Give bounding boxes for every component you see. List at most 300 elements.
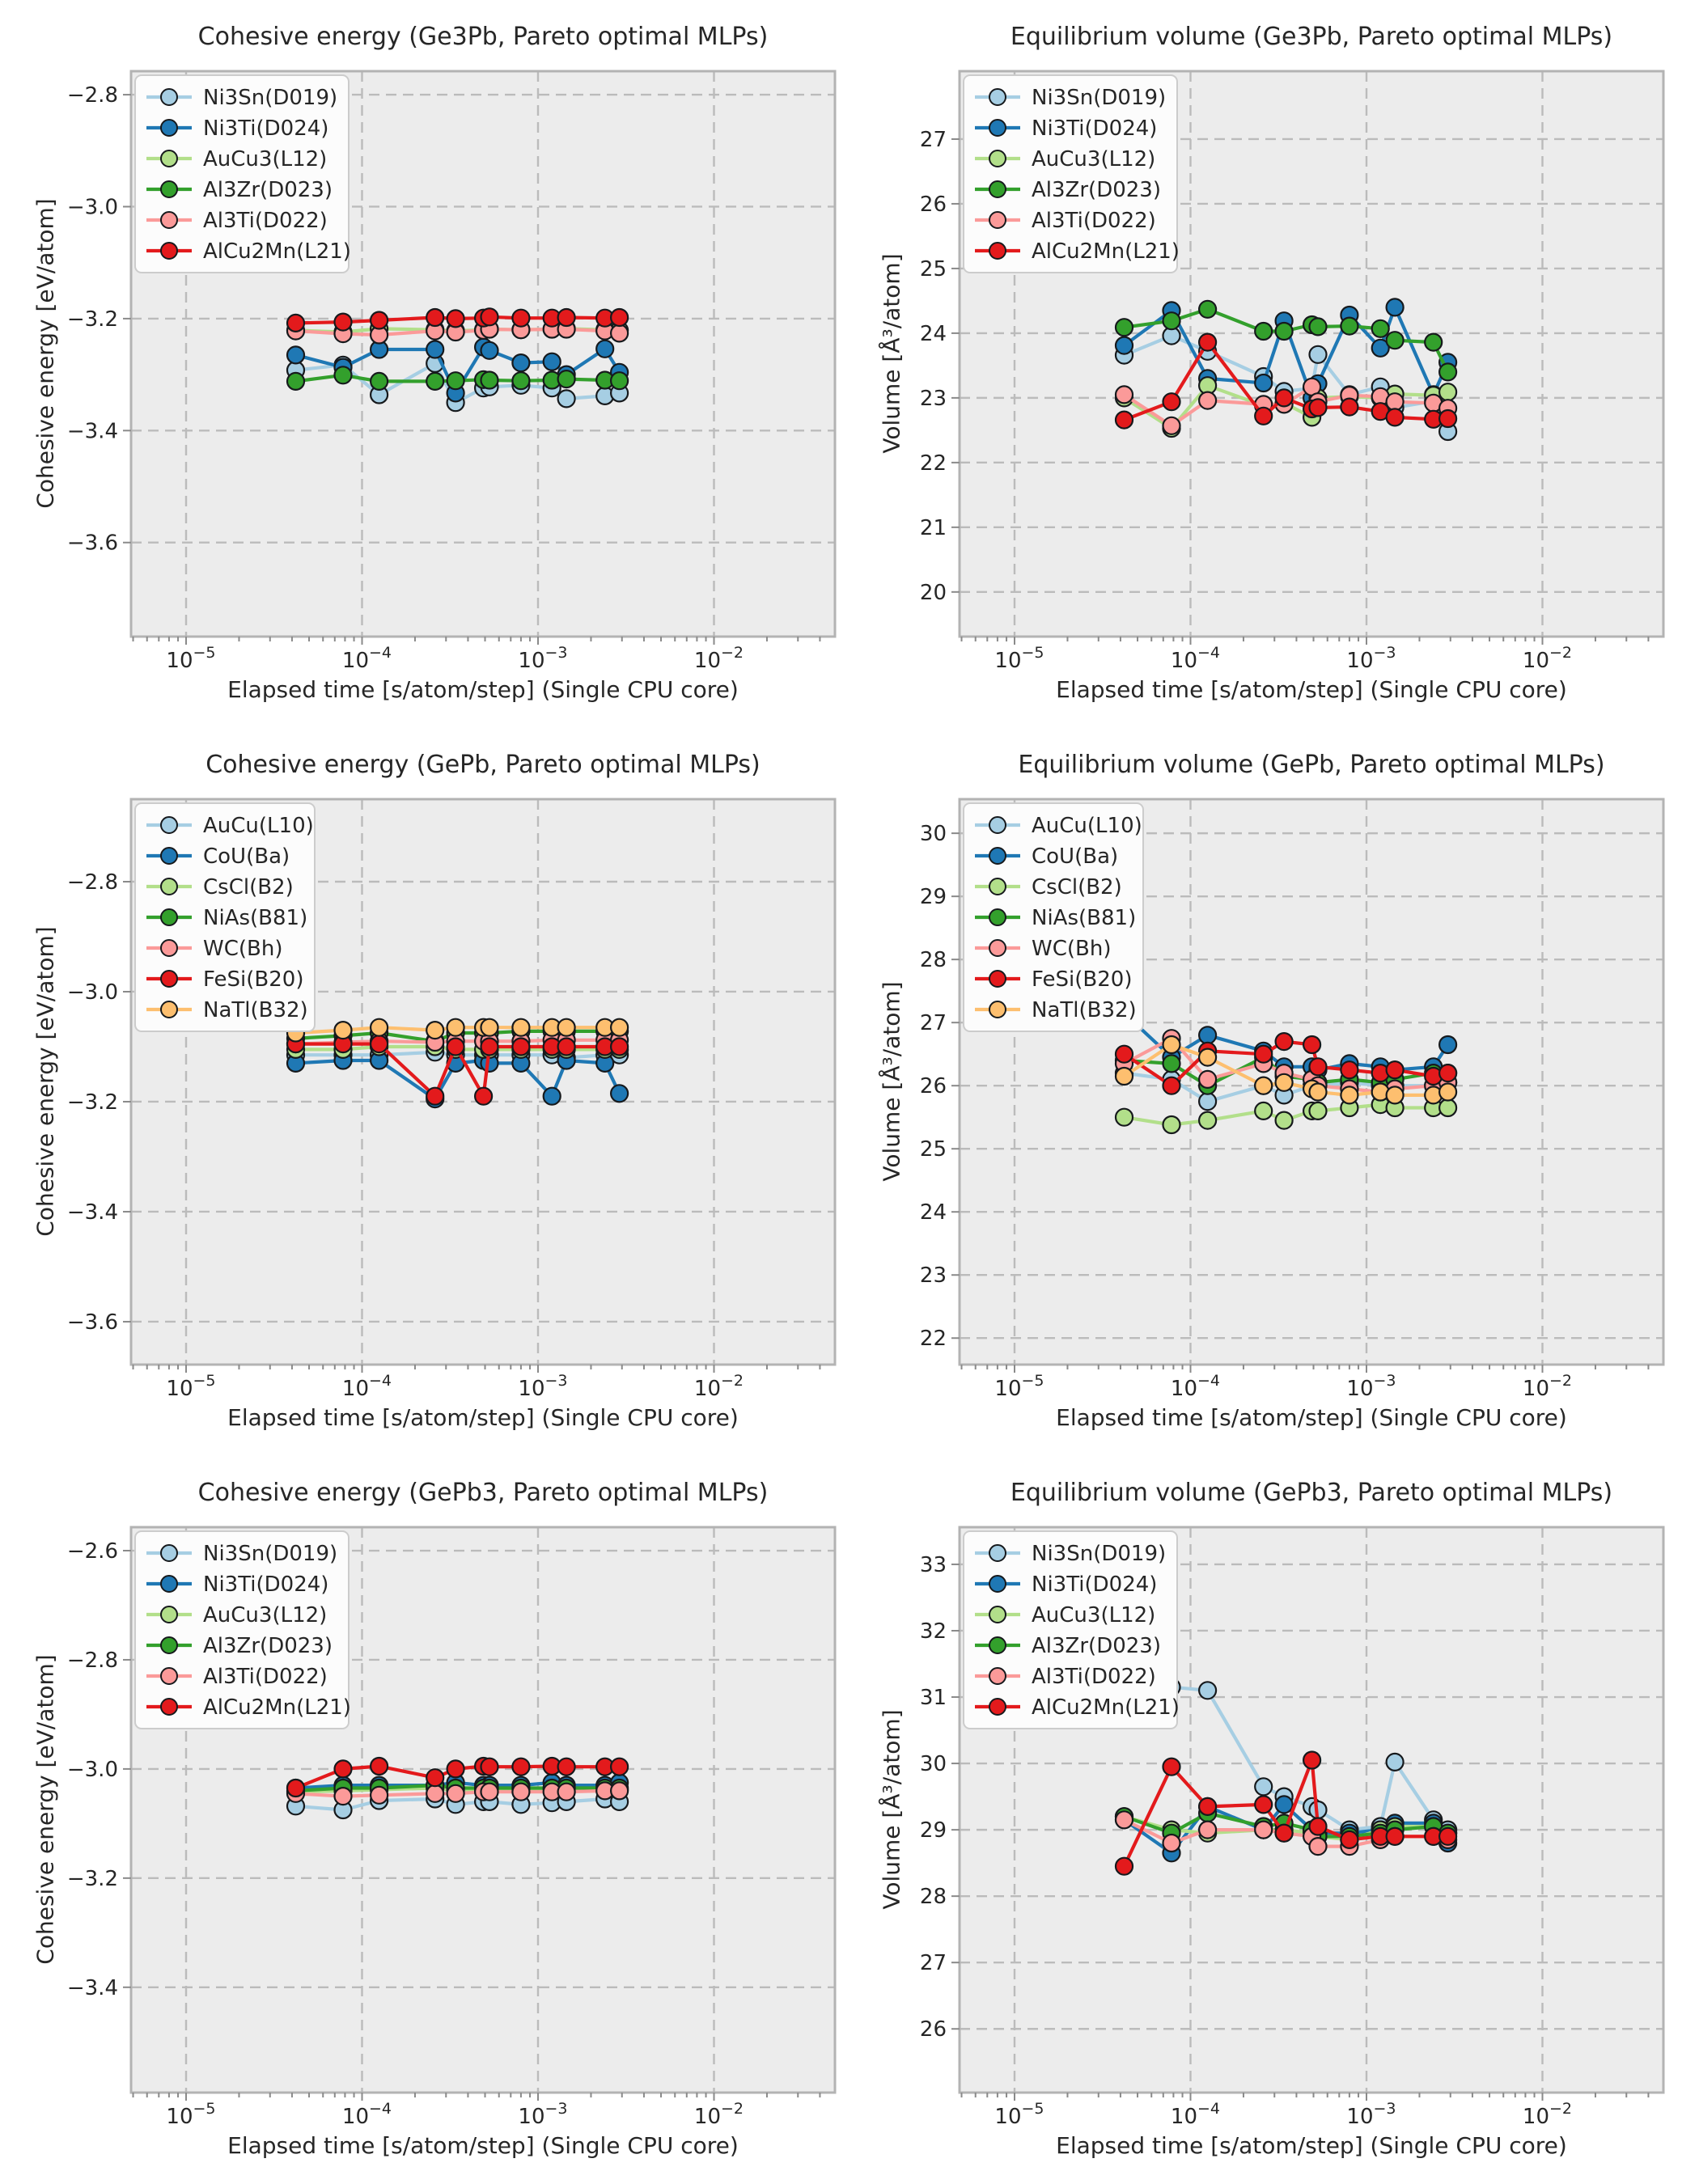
x-tick-label: $10^{-2}$: [693, 1372, 744, 1401]
legend-label: AuCu(L10): [1032, 814, 1142, 838]
data-point-marker: [1255, 1046, 1272, 1063]
x-tick-label: $10^{-2}$: [1522, 2100, 1573, 2129]
axes-volume-gepb: [850, 728, 1699, 1456]
data-point-marker: [1276, 323, 1293, 340]
legend-marker-icon: [161, 1576, 177, 1592]
data-point-marker: [1310, 318, 1327, 335]
x-tick-label: $10^{-5}$: [166, 2100, 216, 2129]
data-point-marker: [1310, 1838, 1327, 1855]
x-tick-label: $10^{-3}$: [1346, 644, 1396, 673]
legend-label: CsCl(B2): [203, 875, 294, 899]
data-point-marker: [558, 370, 575, 387]
data-point-marker: [1310, 1058, 1327, 1075]
legend-label: NaTl(B32): [1032, 998, 1137, 1022]
y-tick-label: 28: [919, 948, 947, 973]
y-tick-label: −3.4: [66, 1975, 118, 2000]
data-point-marker: [447, 1019, 464, 1036]
data-point-marker: [481, 1759, 498, 1776]
legend: [964, 75, 1180, 273]
data-point-marker: [1116, 337, 1133, 354]
data-point-marker: [335, 366, 352, 383]
data-point-marker: [1199, 301, 1216, 318]
data-point-marker: [1199, 1822, 1216, 1839]
data-point-marker: [611, 324, 628, 341]
data-point-marker: [1310, 346, 1327, 363]
data-point-marker: [1116, 412, 1133, 429]
data-point-marker: [1341, 1086, 1358, 1103]
data-point-marker: [1163, 393, 1180, 410]
data-point-marker: [1276, 1112, 1293, 1129]
legend-marker-icon: [161, 878, 177, 895]
data-point-marker: [1116, 1109, 1133, 1126]
data-point-marker: [1163, 1077, 1180, 1094]
data-point-marker: [1387, 1086, 1404, 1103]
subplot-cohesive-energy-gepb: [0, 728, 850, 1456]
data-point-marker: [426, 341, 443, 358]
legend-marker-icon: [161, 1637, 177, 1653]
legend-marker-icon: [161, 909, 177, 925]
x-axis-label: Elapsed time [s/atom/step] (Single CPU core): [227, 2132, 739, 2159]
legend-marker-icon: [161, 120, 177, 136]
y-tick-label: 32: [919, 1619, 947, 1644]
data-point-marker: [371, 1019, 388, 1036]
y-tick-label: 26: [919, 1074, 947, 1099]
y-axis-label: Volume [Å³/atom]: [878, 253, 905, 454]
data-point-marker: [596, 341, 613, 358]
data-point-marker: [1372, 320, 1389, 337]
data-point-marker: [371, 1035, 388, 1052]
plot-title: Equilibrium volume (GePb, Pareto optimal MLPs): [1018, 751, 1605, 779]
data-point-marker: [447, 1039, 464, 1056]
x-tick-label: $10^{-4}$: [341, 1372, 392, 1401]
data-point-marker: [1439, 363, 1456, 380]
y-tick-label: −2.6: [66, 1539, 118, 1564]
legend-marker-icon: [989, 971, 1006, 987]
x-tick-label: $10^{-3}$: [1346, 2100, 1396, 2129]
y-tick-label: 29: [919, 1818, 947, 1843]
data-point-marker: [611, 1039, 628, 1056]
data-point-marker: [1255, 375, 1272, 392]
data-point-marker: [611, 372, 628, 389]
data-point-marker: [1341, 1831, 1358, 1848]
data-point-marker: [1116, 319, 1133, 336]
legend-marker-icon: [161, 1606, 177, 1623]
legend-label: AlCu2Mn(L21): [203, 1695, 351, 1720]
legend-marker-icon: [989, 848, 1006, 864]
x-tick-label: $10^{-5}$: [994, 1372, 1044, 1401]
data-point-marker: [1163, 1835, 1180, 1852]
data-point-marker: [611, 309, 628, 326]
legend: [964, 803, 1143, 1031]
legend-label: AuCu3(L12): [203, 1603, 328, 1627]
y-tick-label: 30: [919, 1752, 947, 1777]
data-point-marker: [1163, 1055, 1180, 1072]
legend-label: Al3Zr(D023): [1032, 1634, 1161, 1658]
y-tick-label: 28: [919, 1885, 947, 1910]
legend-label: Al3Zr(D023): [203, 1634, 333, 1658]
data-point-marker: [1199, 1093, 1216, 1110]
legend-marker-icon: [989, 909, 1006, 925]
data-point-marker: [1310, 399, 1327, 416]
y-tick-label: 30: [919, 822, 947, 847]
x-tick-label: $10^{-4}$: [1170, 2100, 1221, 2129]
y-axis-label: Cohesive energy [eV/atom]: [32, 926, 59, 1237]
legend-label: AuCu3(L12): [1032, 1603, 1156, 1627]
data-point-marker: [287, 373, 304, 390]
x-axis-label: Elapsed time [s/atom/step] (Single CPU core): [1056, 676, 1567, 703]
data-point-marker: [1255, 1796, 1272, 1813]
data-point-marker: [1310, 1084, 1327, 1101]
x-tick-label: $10^{-5}$: [994, 2100, 1044, 2129]
x-tick-label: $10^{-2}$: [1522, 1372, 1573, 1401]
legend-label: WC(Bh): [1032, 937, 1112, 961]
data-point-marker: [1163, 1036, 1180, 1053]
data-point-marker: [1276, 1825, 1293, 1842]
legend-marker-icon: [161, 817, 177, 833]
data-point-marker: [475, 1088, 492, 1105]
data-point-marker: [481, 1019, 498, 1036]
legend-marker-icon: [989, 89, 1006, 105]
data-point-marker: [481, 1784, 498, 1801]
legend-marker-icon: [161, 848, 177, 864]
data-point-marker: [1116, 386, 1133, 403]
legend-marker-icon: [161, 1001, 177, 1018]
data-point-marker: [335, 1788, 352, 1805]
data-point-marker: [426, 309, 443, 326]
data-point-marker: [426, 1088, 443, 1105]
legend-marker-icon: [989, 1606, 1006, 1623]
data-point-marker: [481, 342, 498, 359]
legend-label: NiAs(B81): [203, 906, 308, 930]
data-point-marker: [481, 1039, 498, 1056]
data-point-marker: [1255, 1077, 1272, 1094]
x-tick-label: $10^{-4}$: [341, 644, 392, 673]
legend-label: NiAs(B81): [1032, 906, 1137, 930]
x-axis-label: Elapsed time [s/atom/step] (Single CPU core): [227, 676, 739, 703]
legend-marker-icon: [989, 878, 1006, 895]
data-point-marker: [1199, 334, 1216, 351]
data-point-marker: [1439, 383, 1456, 400]
data-point-marker: [558, 1784, 575, 1801]
y-tick-label: −3.4: [66, 419, 118, 444]
data-point-marker: [335, 314, 352, 331]
legend-marker-icon: [161, 150, 177, 167]
x-tick-label: $10^{-3}$: [518, 1372, 568, 1401]
y-tick-label: −3.6: [66, 1310, 118, 1335]
data-point-marker: [1341, 318, 1358, 335]
y-axis-label: Cohesive energy [eV/atom]: [32, 1654, 59, 1965]
legend-marker-icon: [161, 181, 177, 197]
y-tick-label: −3.0: [66, 980, 118, 1005]
y-tick-label: 24: [919, 321, 947, 346]
plot-title: Equilibrium volume (GePb3, Pareto optimal MLPs): [1010, 1479, 1613, 1507]
data-point-marker: [1255, 323, 1272, 340]
data-point-marker: [512, 354, 529, 371]
x-axis-label: Elapsed time [s/atom/step] (Single CPU core): [1056, 2132, 1567, 2159]
data-point-marker: [1387, 298, 1404, 315]
data-point-marker: [1387, 1061, 1404, 1078]
data-point-marker: [1310, 1103, 1327, 1120]
legend-marker-icon: [989, 212, 1006, 228]
x-tick-label: $10^{-4}$: [341, 2100, 392, 2129]
y-tick-label: 27: [919, 1011, 947, 1036]
data-point-marker: [287, 315, 304, 332]
data-point-marker: [1439, 1064, 1456, 1081]
x-tick-label: $10^{-5}$: [166, 1372, 216, 1401]
legend-marker-icon: [161, 971, 177, 987]
data-point-marker: [1116, 1068, 1133, 1085]
legend-label: AuCu3(L12): [1032, 147, 1156, 171]
legend: [135, 803, 315, 1031]
legend-marker-icon: [989, 940, 1006, 956]
subplot-cohesive-energy-gepb3: [0, 1456, 850, 2184]
data-point-marker: [1163, 1116, 1180, 1133]
data-point-marker: [1116, 1811, 1133, 1828]
legend-marker-icon: [161, 1545, 177, 1561]
y-tick-label: 33: [919, 1552, 947, 1577]
x-tick-label: $10^{-2}$: [1522, 644, 1573, 673]
legend-label: Ni3Ti(D024): [1032, 116, 1158, 141]
data-point-marker: [558, 1759, 575, 1776]
legend-label: FeSi(B20): [203, 967, 304, 992]
data-point-marker: [1276, 1033, 1293, 1050]
data-point-marker: [1303, 1752, 1320, 1769]
data-point-marker: [426, 1022, 443, 1039]
data-point-marker: [1439, 1099, 1456, 1116]
data-point-marker: [481, 372, 498, 389]
data-point-marker: [558, 1019, 575, 1036]
y-tick-label: −3.2: [66, 1866, 118, 1891]
plot-title: Equilibrium volume (Ge3Pb, Pareto optimal MLPs): [1010, 23, 1613, 51]
y-tick-label: −3.4: [66, 1200, 118, 1225]
y-tick-label: −3.0: [66, 195, 118, 220]
legend-label: Ni3Sn(D019): [203, 1542, 338, 1566]
legend-label: Ni3Ti(D024): [203, 116, 329, 141]
legend-marker-icon: [989, 243, 1006, 259]
y-tick-label: 31: [919, 1686, 947, 1711]
data-point-marker: [1199, 1682, 1216, 1699]
data-point-marker: [335, 1760, 352, 1777]
data-point-marker: [1199, 1071, 1216, 1088]
subplot-volume-gepb3: [850, 1456, 1699, 2184]
data-point-marker: [1387, 332, 1404, 349]
data-point-marker: [1387, 408, 1404, 425]
legend-marker-icon: [989, 1576, 1006, 1592]
data-point-marker: [1341, 1061, 1358, 1078]
legend-marker-icon: [989, 150, 1006, 167]
data-point-marker: [1439, 1036, 1456, 1053]
y-tick-label: 23: [919, 386, 947, 411]
data-point-marker: [611, 1019, 628, 1036]
legend-label: AuCu(L10): [203, 814, 314, 838]
data-point-marker: [1163, 312, 1180, 329]
y-tick-label: 26: [919, 192, 947, 217]
data-point-marker: [426, 1785, 443, 1802]
y-tick-label: 22: [919, 1327, 947, 1352]
data-point-marker: [287, 346, 304, 363]
y-tick-label: −3.6: [66, 531, 118, 556]
x-axis-label: Elapsed time [s/atom/step] (Single CPU core): [1056, 1404, 1567, 1431]
data-point-marker: [1255, 1822, 1272, 1839]
legend-marker-icon: [161, 1699, 177, 1715]
y-tick-label: −3.2: [66, 1090, 118, 1115]
data-point-marker: [1387, 1754, 1404, 1771]
legend-label: AlCu2Mn(L21): [203, 239, 351, 264]
legend-label: Al3Ti(D022): [203, 209, 328, 233]
data-point-marker: [447, 310, 464, 327]
y-tick-label: −2.8: [66, 870, 118, 895]
legend-marker-icon: [989, 120, 1006, 136]
legend-label: CoU(Ba): [203, 844, 290, 869]
y-axis-label: Volume [Å³/atom]: [878, 1709, 905, 1910]
legend-label: Al3Ti(D022): [203, 1665, 328, 1689]
data-point-marker: [1199, 1026, 1216, 1043]
y-tick-label: −2.8: [66, 83, 118, 108]
data-point-marker: [1303, 1036, 1320, 1053]
data-point-marker: [371, 1787, 388, 1804]
data-point-marker: [544, 1088, 561, 1105]
data-point-marker: [1163, 417, 1180, 434]
data-point-marker: [1255, 1778, 1272, 1795]
legend-label: CsCl(B2): [1032, 875, 1122, 899]
legend-label: Al3Zr(D023): [203, 178, 333, 202]
legend-marker-icon: [989, 181, 1006, 197]
legend-label: AuCu3(L12): [203, 147, 328, 171]
data-point-marker: [512, 1039, 529, 1056]
x-tick-label: $10^{-3}$: [518, 644, 568, 673]
legend-label: Al3Zr(D023): [1032, 178, 1161, 202]
x-tick-label: $10^{-4}$: [1170, 1372, 1221, 1401]
legend-label: FeSi(B20): [1032, 967, 1133, 992]
axes-volume-ge3pb: [850, 0, 1699, 728]
legend-marker-icon: [161, 89, 177, 105]
data-point-marker: [611, 1085, 628, 1102]
legend: [135, 75, 351, 273]
subplot-volume-gepb: [850, 728, 1699, 1456]
legend-marker-icon: [989, 1001, 1006, 1018]
data-point-marker: [1116, 1858, 1133, 1875]
data-point-marker: [335, 1022, 352, 1039]
legend-label: Ni3Ti(D024): [1032, 1572, 1158, 1597]
data-point-marker: [426, 1769, 443, 1786]
data-point-marker: [558, 309, 575, 326]
data-point-marker: [558, 390, 575, 407]
data-point-marker: [512, 1019, 529, 1036]
data-point-marker: [426, 373, 443, 390]
legend-marker-icon: [161, 243, 177, 259]
data-point-marker: [1199, 1798, 1216, 1815]
y-tick-label: 24: [919, 1200, 947, 1225]
data-point-marker: [287, 1780, 304, 1797]
legend: [135, 1531, 351, 1729]
legend-label: Ni3Ti(D024): [203, 1572, 329, 1597]
legend: [964, 1531, 1180, 1729]
data-point-marker: [1425, 334, 1442, 351]
data-point-marker: [544, 353, 561, 370]
legend-marker-icon: [989, 1668, 1006, 1684]
y-tick-label: 29: [919, 885, 947, 910]
data-point-marker: [1276, 1074, 1293, 1091]
legend-label: Ni3Sn(D019): [1032, 86, 1167, 110]
axes-volume-gepb3: [850, 1456, 1699, 2184]
legend-marker-icon: [989, 1545, 1006, 1561]
legend-marker-icon: [161, 212, 177, 228]
data-point-marker: [512, 1784, 529, 1801]
subplot-volume-ge3pb: [850, 0, 1699, 728]
y-tick-label: 27: [919, 1951, 947, 1976]
y-tick-label: 21: [919, 515, 947, 540]
x-tick-label: $10^{-4}$: [1170, 644, 1221, 673]
data-point-marker: [1199, 1049, 1216, 1066]
data-point-marker: [1310, 1818, 1327, 1835]
legend-label: Al3Ti(D022): [1032, 1665, 1156, 1689]
data-point-marker: [371, 373, 388, 390]
data-point-marker: [1255, 408, 1272, 425]
x-tick-label: $10^{-5}$: [166, 644, 216, 673]
data-point-marker: [447, 1785, 464, 1802]
data-point-marker: [371, 1758, 388, 1775]
data-point-marker: [371, 312, 388, 329]
x-tick-label: $10^{-3}$: [1346, 1372, 1396, 1401]
x-axis-label: Elapsed time [s/atom/step] (Single CPU core): [227, 1404, 739, 1431]
data-point-marker: [558, 1039, 575, 1056]
data-point-marker: [1341, 399, 1358, 416]
y-tick-label: 26: [919, 2017, 947, 2042]
data-point-marker: [1387, 1828, 1404, 1845]
data-point-marker: [1163, 1759, 1180, 1776]
axes-cohesive-gepb: [0, 728, 850, 1456]
legend-label: Al3Ti(D022): [1032, 209, 1156, 233]
legend-label: Ni3Sn(D019): [203, 86, 338, 110]
data-point-marker: [1255, 1103, 1272, 1120]
plot-title: Cohesive energy (GePb3, Pareto optimal MLPs): [197, 1479, 769, 1507]
y-tick-label: 27: [919, 127, 947, 152]
data-point-marker: [512, 372, 529, 389]
y-tick-label: −3.2: [66, 307, 118, 332]
legend-label: AlCu2Mn(L21): [1032, 239, 1180, 264]
data-point-marker: [1116, 1046, 1133, 1063]
data-point-marker: [1276, 1796, 1293, 1813]
plot-title: Cohesive energy (Ge3Pb, Pareto optimal MLPs): [197, 23, 769, 51]
data-point-marker: [447, 1760, 464, 1777]
legend-label: WC(Bh): [203, 937, 283, 961]
legend-marker-icon: [989, 817, 1006, 833]
legend-label: NaTl(B32): [203, 998, 308, 1022]
data-point-marker: [1439, 1828, 1456, 1845]
y-tick-label: −2.8: [66, 1648, 118, 1673]
data-point-marker: [1439, 1084, 1456, 1101]
legend-marker-icon: [989, 1637, 1006, 1653]
axes-cohesive-ge3pb: [0, 0, 850, 728]
y-tick-label: 22: [919, 451, 947, 476]
data-point-marker: [611, 1759, 628, 1776]
legend-label: AlCu2Mn(L21): [1032, 1695, 1180, 1720]
data-point-marker: [611, 1782, 628, 1799]
y-axis-label: Cohesive energy [eV/atom]: [32, 198, 59, 509]
axes-cohesive-gepb3: [0, 1456, 850, 2184]
legend-label: CoU(Ba): [1032, 844, 1119, 869]
legend-marker-icon: [161, 940, 177, 956]
data-point-marker: [1199, 392, 1216, 409]
data-point-marker: [1439, 410, 1456, 427]
data-point-marker: [481, 308, 498, 325]
x-tick-label: $10^{-3}$: [518, 2100, 568, 2129]
x-tick-label: $10^{-2}$: [693, 2100, 744, 2129]
y-tick-label: 25: [919, 256, 947, 281]
data-point-marker: [447, 372, 464, 389]
legend-marker-icon: [161, 1668, 177, 1684]
data-point-marker: [1276, 389, 1293, 406]
